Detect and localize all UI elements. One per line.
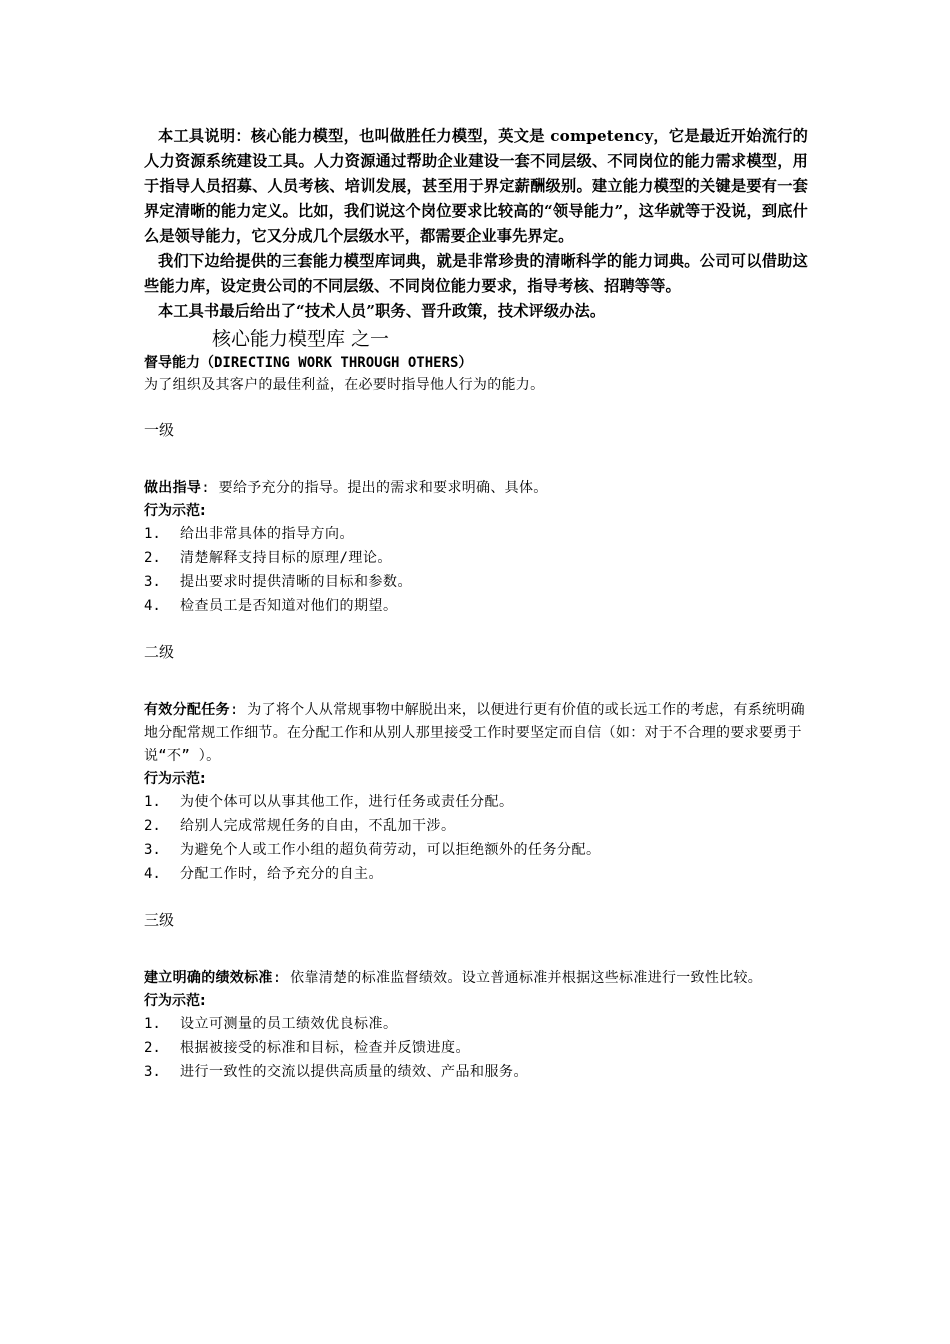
level-description — [144, 477, 808, 500]
list-text: 分配工作时，给予充分的自主。 — [180, 866, 383, 882]
list-number: 1. — [144, 794, 161, 810]
list-text: 检查员工是否知道对他们的期望。 — [180, 598, 398, 614]
list-number: 4. — [144, 866, 161, 882]
list-number: 3. — [144, 574, 161, 590]
behavior-list — [144, 1012, 808, 1084]
level-heading: 三级 — [144, 911, 175, 929]
level-section-3 — [144, 909, 808, 1084]
list-number: 4. — [144, 598, 161, 614]
list-text: 提出要求时提供清晰的目标和参数。 — [180, 574, 412, 590]
list-number: 3. — [144, 842, 161, 858]
competency-title: 督导能力（DIRECTING WORK THROUGH OTHERS） — [144, 355, 473, 371]
document-page — [144, 124, 808, 1084]
list-number: 1. — [144, 1016, 161, 1032]
level-term: 建立明确的绩效标准 — [144, 970, 273, 986]
level-desc-text: : 依靠清楚的标准监督绩效。设立普通标准并根据这些标准进行一致性比较。 — [272, 970, 763, 986]
list-item — [144, 1036, 808, 1060]
level-desc-text: : 为了将个人从常规事物中解脱出来，以便进行更有价值的或长远工作的考虑，有系统明确地分配常规工作细节。在分配工作和从别人那里接受工作时要坚定而自信（如：对于不合理的要求要勇于说“不” ）。 — [144, 702, 805, 764]
list-text: 给出非常具体的指导方向。 — [180, 526, 354, 542]
list-text: 进行一致性的交流以提供高质量的绩效、产品和服务。 — [180, 1064, 528, 1080]
list-text: 清楚解释支持目标的原理/理论。 — [180, 550, 392, 566]
intro-paragraph-2: 我们下边给提供的三套能力模型库词典，就是非常珍贵的清晰科学的能力词典。公司可以借助这些能力库，设定贵公司的不同层级、不同岗位能力要求，指导考核、招聘等等。 — [144, 252, 808, 295]
list-item — [144, 1060, 808, 1084]
list-item — [144, 570, 808, 594]
behavior-label: 行为示范: — [144, 993, 206, 1009]
list-item — [144, 814, 808, 838]
level-heading: 一级 — [144, 421, 175, 439]
list-number: 1. — [144, 526, 161, 542]
list-item — [144, 546, 808, 570]
list-item — [144, 862, 808, 886]
list-text: 为避免个人或工作小组的超负荷劳动，可以拒绝额外的任务分配。 — [180, 842, 601, 858]
level-heading: 二级 — [144, 643, 175, 661]
main-title: 核心能力模型库 之一 — [212, 328, 390, 350]
list-item — [144, 838, 808, 862]
behavior-label: 行为示范: — [144, 771, 206, 787]
level-section-2 — [144, 641, 808, 886]
list-number: 2. — [144, 550, 161, 566]
list-item — [144, 594, 808, 618]
list-text: 为使个体可以从事其他工作，进行任务或责任分配。 — [180, 794, 514, 810]
list-item — [144, 1012, 808, 1036]
list-item — [144, 522, 808, 546]
level-description — [144, 967, 808, 990]
list-number: 2. — [144, 818, 161, 834]
behavior-list — [144, 522, 808, 618]
level-description — [144, 699, 808, 768]
competency-definition: 为了组织及其客户的最佳利益，在必要时指导他人行为的能力。 — [144, 377, 545, 393]
level-term: 做出指导 — [144, 480, 202, 496]
list-item — [144, 790, 808, 814]
level-term: 有效分配任务 — [144, 702, 230, 718]
list-text: 给别人完成常规任务的自由，不乱加干涉。 — [180, 818, 456, 834]
list-number: 3. — [144, 1064, 161, 1080]
behavior-label: 行为示范: — [144, 503, 206, 519]
list-text: 设立可测量的员工绩效优良标准。 — [180, 1016, 398, 1032]
level-section-1 — [144, 419, 808, 618]
intro-paragraph-1: 本工具说明：核心能力模型，也叫做胜任力模型，英文是 competency，它是最近开始流行的人力资源系统建设工具。人力资源通过帮助企业建设一套不同层级、不同岗位的能力需求模型，用于指导人员招募、人员考核、培训发展，甚至用于界定薪酬级别。建立能力模型的关键是要有一套界定清晰的能力定义。比如，我们说这个岗位要求比较高的“领导能力”，这华就等于没说，到底什么是领导能力，它又分成几个层级水平，都需要企业事先界定。 — [144, 127, 808, 245]
behavior-list — [144, 790, 808, 886]
list-text: 根据被接受的标准和目标，检查并反馈进度。 — [180, 1040, 470, 1056]
list-number: 2. — [144, 1040, 161, 1056]
level-desc-text: : 要给予充分的指导。提出的需求和要求明确、具体。 — [201, 480, 548, 496]
intro-paragraph-3: 本工具书最后给出了“技术人员”职务、晋升政策，技术评级办法。 — [158, 302, 606, 320]
